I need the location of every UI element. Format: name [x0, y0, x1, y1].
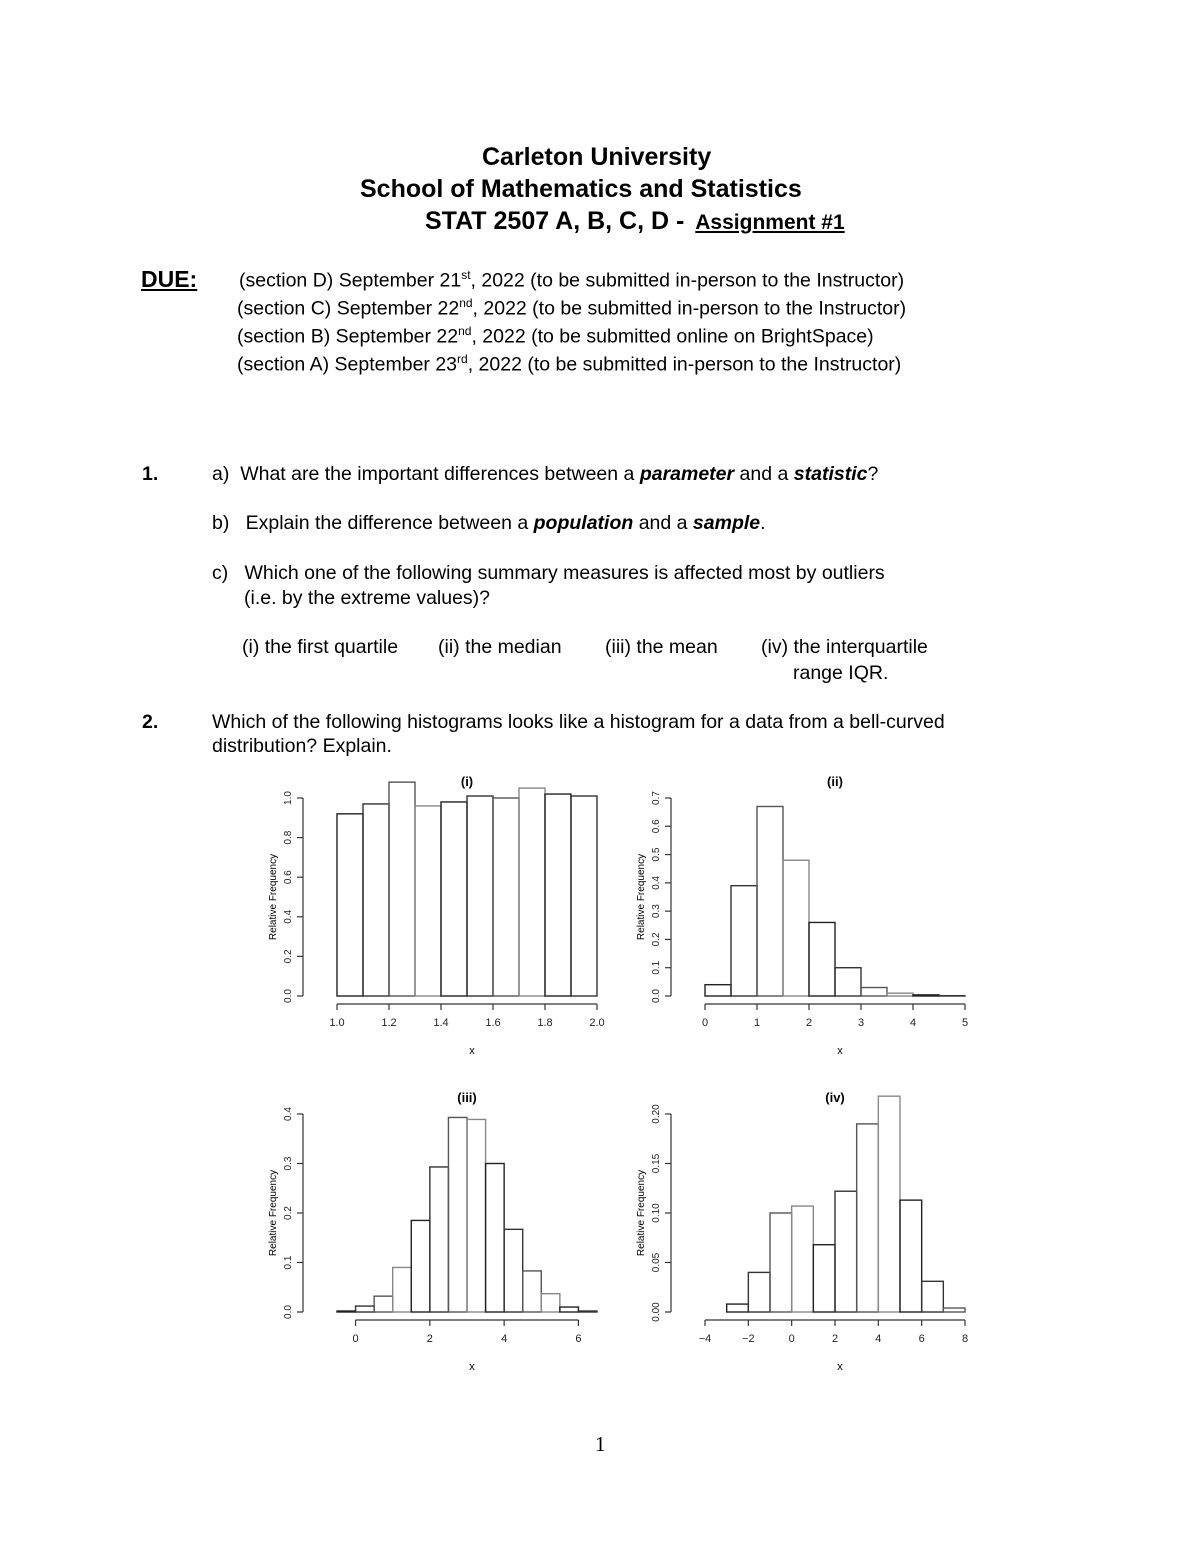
y-tick-label: 0.4 [283, 909, 294, 924]
histogram-bar [374, 1296, 393, 1312]
course-code: STAT 2507 A, B, C, D - [425, 207, 685, 235]
x-tick-label: 2.0 [589, 1017, 605, 1029]
x-tick-label: 1.2 [381, 1017, 397, 1029]
x-tick-label: 2 [426, 1333, 433, 1345]
y-axis-label: Relative Frequency [268, 853, 279, 941]
x-tick-label: 4 [875, 1333, 882, 1345]
histogram-bar [448, 1117, 467, 1312]
histogram-bar [727, 1304, 749, 1312]
y-tick-label: 0.15 [651, 1153, 662, 1174]
histogram-bar [813, 1245, 835, 1312]
histogram-i [262, 770, 612, 1060]
histogram-bar [467, 796, 493, 996]
histogram-bar [792, 1206, 814, 1312]
histogram-bar [541, 1294, 560, 1312]
histogram-bar [356, 1306, 375, 1312]
y-axis-label: Relative Frequency [268, 1169, 279, 1257]
histogram-bar [415, 806, 441, 996]
y-tick-label: 0.7 [651, 791, 662, 805]
option-ii: (ii) the median [438, 636, 562, 658]
question-1b: b) Explain the difference between a population and a sample. [212, 512, 766, 534]
histogram-bar [705, 985, 731, 996]
histogram-bar [748, 1272, 770, 1312]
chart-title: (iv) [825, 1090, 845, 1105]
histogram-bar [519, 788, 545, 996]
school-title: School of Mathematics and Statistics [360, 175, 802, 203]
y-tick-label: 0.2 [283, 1206, 294, 1220]
y-tick-label: 0.3 [651, 904, 662, 919]
histogram-bar [861, 988, 887, 996]
histogram-bar [922, 1281, 944, 1312]
due-label: DUE: [141, 266, 198, 292]
histogram-bar [835, 1191, 857, 1312]
assignment-label: Assignment #1 [695, 211, 845, 234]
histogram-bar [578, 1311, 597, 1312]
question-1-number: 1. [142, 463, 159, 485]
due-line-b: (section B) September 22nd, 2022 (to be submitted online on BrightSpace) [237, 324, 874, 348]
y-tick-label: 0.6 [283, 870, 294, 885]
option-iv-continued: range IQR. [793, 662, 889, 684]
y-tick-label: 0.0 [283, 989, 294, 1003]
y-tick-label: 0.2 [283, 949, 294, 964]
x-axis-label: x [469, 1361, 475, 1373]
y-tick-label: 0.20 [651, 1104, 662, 1124]
page-number: 1 [595, 1432, 606, 1456]
histogram-bar [411, 1220, 430, 1312]
histogram-bar [731, 886, 757, 996]
y-tick-label: 0.3 [283, 1156, 294, 1171]
histogram-bar [389, 782, 415, 996]
histogram-bar [504, 1229, 523, 1312]
y-tick-label: 0.00 [651, 1302, 662, 1322]
histogram-bar [560, 1307, 579, 1312]
x-tick-label: −2 [742, 1333, 755, 1345]
question-1a: a) What are the important differences between a parameter and a statistic? [212, 463, 879, 485]
histogram-bar [486, 1164, 505, 1313]
option-i: (i) the first quartile [242, 636, 399, 658]
university-title: Carleton University [482, 143, 712, 171]
chart-title: (iii) [457, 1090, 477, 1105]
histogram-ii [630, 770, 980, 1060]
x-axis-label: x [469, 1045, 475, 1057]
histogram-bar [493, 798, 519, 996]
histogram-bar [337, 1311, 356, 1312]
histogram-bar [913, 995, 939, 996]
x-tick-label: 3 [857, 1017, 865, 1029]
y-axis-label: Relative Frequency [636, 1169, 647, 1257]
x-tick-label: 6 [918, 1333, 925, 1345]
x-tick-label: 2 [831, 1333, 839, 1345]
y-tick-label: 0.0 [651, 989, 662, 1003]
histogram-bar [783, 860, 809, 996]
histogram-bar [467, 1119, 486, 1312]
question-2-line1: Which of the following histograms looks like a histogram for a data from a bell-curved [212, 711, 945, 733]
x-tick-label: 0 [701, 1017, 709, 1029]
due-line-a: (section A) September 23rd, 2022 (to be submitted in-person to the Instructor) [237, 352, 902, 376]
histogram-bar [900, 1200, 922, 1312]
y-tick-label: 1.0 [283, 791, 294, 805]
histogram-bar [757, 806, 783, 996]
y-tick-label: 0.4 [651, 875, 662, 890]
question-2-number: 2. [142, 711, 159, 733]
x-tick-label: 5 [961, 1017, 969, 1029]
y-tick-label: 0.5 [651, 847, 662, 862]
x-tick-label: 1 [753, 1017, 761, 1029]
x-tick-label: 1.8 [537, 1017, 553, 1029]
due-line-c: (section C) September 22nd, 2022 (to be submitted in-person to the Instructor) [237, 296, 907, 320]
y-tick-label: 0.2 [651, 932, 662, 947]
chart-title: (ii) [827, 774, 843, 789]
y-tick-label: 0.05 [651, 1252, 662, 1273]
histogram-bar [943, 1308, 965, 1312]
y-tick-label: 0.10 [651, 1203, 662, 1223]
x-axis-label: x [837, 1045, 843, 1057]
histogram-bar [363, 804, 389, 996]
x-tick-label: 2 [805, 1017, 813, 1029]
histogram-bar [878, 1096, 900, 1312]
x-tick-label: 6 [575, 1333, 582, 1345]
question-1c: c) Which one of the following summary measures is affected most by outliers [212, 562, 885, 584]
x-tick-label: 1.4 [433, 1017, 449, 1029]
histogram-bar [835, 968, 861, 996]
histogram-bar [337, 814, 363, 996]
histogram-bar [887, 993, 913, 996]
histogram-bar [571, 796, 597, 996]
option-iv: (iv) the interquartile [761, 636, 928, 658]
option-iii: (iii) the mean [605, 636, 718, 658]
histogram-bar [441, 802, 467, 996]
y-tick-label: 0.4 [283, 1107, 294, 1121]
y-tick-label: 0.6 [651, 819, 662, 834]
question-2-line2: distribution? Explain. [212, 735, 392, 757]
histogram-bar [857, 1124, 879, 1312]
histogram-iv [630, 1086, 980, 1376]
y-tick-label: 0.1 [651, 960, 662, 975]
y-axis-label: Relative Frequency [636, 853, 647, 941]
y-tick-label: 0.8 [283, 830, 294, 845]
y-tick-label: 0.0 [283, 1305, 294, 1319]
histogram-bar [809, 922, 835, 996]
x-tick-label: 1.0 [329, 1017, 345, 1029]
x-tick-label: 8 [961, 1333, 969, 1345]
x-tick-label: 4 [909, 1017, 917, 1029]
histogram-bar [430, 1167, 449, 1312]
x-tick-label: 0 [352, 1333, 359, 1345]
histogram-bar [393, 1267, 412, 1312]
histogram-iii [262, 1086, 612, 1376]
course-title [425, 205, 845, 239]
x-axis-label: x [837, 1361, 843, 1373]
question-1c-line2: (i.e. by the extreme values)? [244, 587, 491, 609]
x-tick-label: −4 [698, 1333, 712, 1345]
x-tick-label: 1.6 [485, 1017, 501, 1029]
x-tick-label: 0 [788, 1333, 795, 1345]
histogram-bar [523, 1271, 542, 1312]
histogram-bar [545, 794, 571, 996]
due-line-d: (section D) September 21st, 2022 (to be submitted in-person to the Instructor) [239, 268, 905, 292]
x-tick-label: 4 [501, 1333, 508, 1345]
y-tick-label: 0.1 [283, 1255, 294, 1270]
histogram-bar [770, 1213, 792, 1312]
chart-title: (i) [460, 774, 474, 789]
